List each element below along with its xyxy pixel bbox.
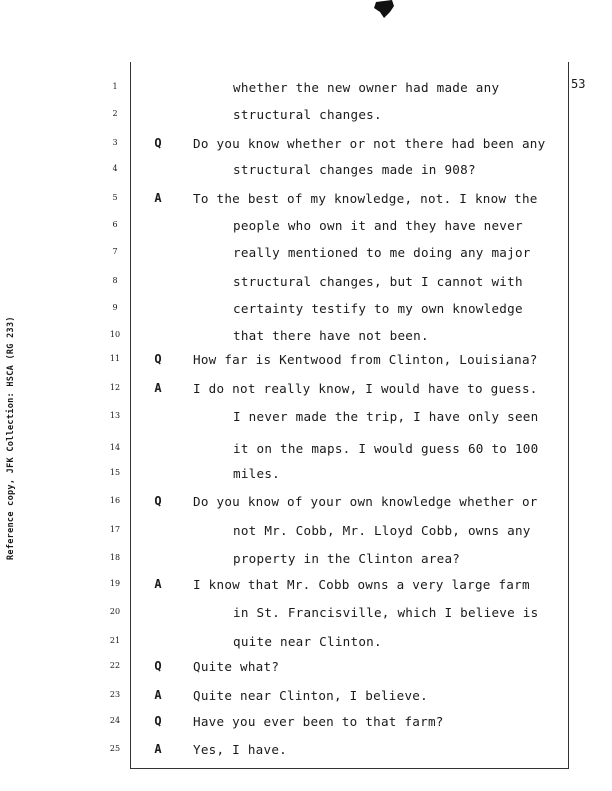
speaker-label: A bbox=[154, 577, 162, 591]
line-text: property in the Clinton area? bbox=[233, 551, 461, 566]
speaker-label: Q bbox=[154, 659, 162, 673]
line-number: 5 bbox=[112, 193, 118, 202]
transcript-line bbox=[0, 523, 612, 543]
speaker-label: A bbox=[154, 381, 162, 395]
line-number: 20 bbox=[109, 607, 121, 616]
line-text: structural changes made in 908? bbox=[233, 162, 476, 177]
line-number: 1 bbox=[112, 82, 118, 91]
transcript-line bbox=[0, 80, 612, 100]
transcript-line bbox=[0, 162, 612, 182]
line-text: Quite what? bbox=[193, 659, 280, 674]
line-text: Quite near Clinton, I believe. bbox=[193, 688, 428, 703]
line-number: 19 bbox=[109, 579, 121, 588]
transcript-line bbox=[0, 352, 612, 372]
line-number: 18 bbox=[109, 553, 121, 562]
speaker-label: Q bbox=[154, 714, 162, 728]
line-text: it on the maps. I would guess 60 to 100 bbox=[233, 441, 539, 456]
line-text: Have you ever been to that farm? bbox=[193, 714, 444, 729]
line-text: I never made the trip, I have only seen bbox=[233, 409, 539, 424]
line-number: 11 bbox=[109, 354, 121, 363]
transcript-line bbox=[0, 441, 612, 461]
line-text: that there have not been. bbox=[233, 328, 429, 343]
line-number: 24 bbox=[109, 716, 121, 725]
transcript-line bbox=[0, 409, 612, 429]
speaker-label: A bbox=[154, 688, 162, 702]
transcript-line bbox=[0, 274, 612, 294]
line-number: 23 bbox=[109, 690, 121, 699]
speaker-label: Q bbox=[154, 352, 162, 366]
line-number: 2 bbox=[112, 109, 118, 118]
line-number: 25 bbox=[109, 744, 121, 753]
line-text: not Mr. Cobb, Mr. Lloyd Cobb, owns any bbox=[233, 523, 531, 538]
speaker-label: A bbox=[154, 191, 162, 205]
line-number: 7 bbox=[112, 247, 118, 256]
line-number: 12 bbox=[109, 383, 121, 392]
transcript-line bbox=[0, 218, 612, 238]
line-text: certainty testify to my own knowledge bbox=[233, 301, 523, 316]
line-text: Do you know of your own knowledge whether or bbox=[193, 494, 538, 509]
line-text: in St. Francisville, which I believe is bbox=[233, 605, 539, 620]
line-number: 8 bbox=[112, 276, 118, 285]
transcript-line bbox=[0, 742, 612, 762]
speaker-label: Q bbox=[154, 136, 162, 150]
transcript-line bbox=[0, 191, 612, 211]
transcript-line bbox=[0, 494, 612, 514]
transcript-line bbox=[0, 107, 612, 127]
line-text: I do not really know, I would have to guess. bbox=[193, 381, 538, 396]
line-text: structural changes, but I cannot with bbox=[233, 274, 523, 289]
transcript-line bbox=[0, 466, 612, 486]
transcript-line bbox=[0, 714, 612, 734]
line-number: 6 bbox=[112, 220, 118, 229]
page-number: 53 bbox=[571, 77, 586, 91]
line-text: structural changes. bbox=[233, 107, 382, 122]
line-text: How far is Kentwood from Clinton, Louisiana? bbox=[193, 352, 538, 367]
transcript-line bbox=[0, 688, 612, 708]
transcript-line bbox=[0, 577, 612, 597]
line-number: 10 bbox=[109, 330, 121, 339]
line-number: 22 bbox=[109, 661, 121, 670]
line-number: 15 bbox=[109, 468, 121, 477]
transcript-line bbox=[0, 136, 612, 156]
transcript-line bbox=[0, 328, 612, 348]
line-text: people who own it and they have never bbox=[233, 218, 523, 233]
transcript-line bbox=[0, 245, 612, 265]
line-number: 17 bbox=[109, 525, 121, 534]
line-number: 21 bbox=[109, 636, 121, 645]
line-text: Do you know whether or not there had been any bbox=[193, 136, 546, 151]
line-text: I know that Mr. Cobb owns a very large farm bbox=[193, 577, 530, 592]
line-text: miles. bbox=[233, 466, 280, 481]
transcript-line bbox=[0, 381, 612, 401]
line-text: whether the new owner had made any bbox=[233, 80, 500, 95]
transcript-line bbox=[0, 605, 612, 625]
line-number: 14 bbox=[109, 443, 121, 452]
transcript-line bbox=[0, 551, 612, 571]
speaker-label: Q bbox=[154, 494, 162, 508]
line-text: really mentioned to me doing any major bbox=[233, 245, 531, 260]
line-text: Yes, I have. bbox=[193, 742, 287, 757]
transcript-line bbox=[0, 301, 612, 321]
side-caption: Reference copy, JFK Collection: HSCA (RG 233) bbox=[6, 316, 16, 560]
line-number: 4 bbox=[112, 164, 118, 173]
transcript-line bbox=[0, 659, 612, 679]
line-text: quite near Clinton. bbox=[233, 634, 382, 649]
speaker-label: A bbox=[154, 742, 162, 756]
line-number: 9 bbox=[112, 303, 118, 312]
line-number: 16 bbox=[109, 496, 121, 505]
transcript-line bbox=[0, 634, 612, 654]
line-text: To the best of my knowledge, not. I know the bbox=[193, 191, 538, 206]
line-number: 3 bbox=[112, 138, 118, 147]
line-number: 13 bbox=[109, 411, 121, 420]
scan-mark-icon bbox=[372, 0, 396, 18]
